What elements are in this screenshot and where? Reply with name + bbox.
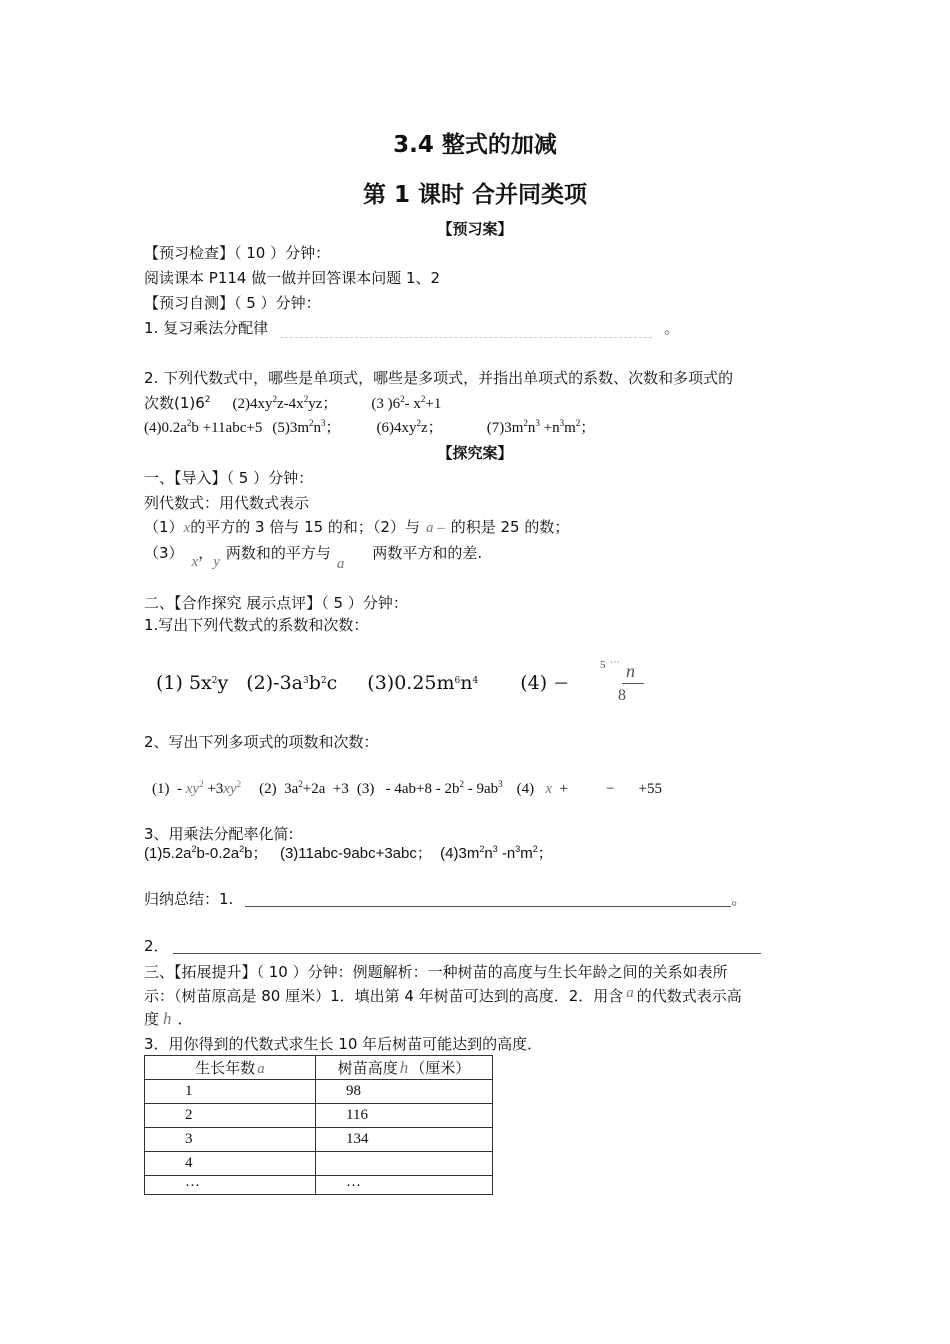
preview-q1-text: 1. 复习乘法分配律 [144, 319, 269, 337]
table-row [145, 1104, 493, 1128]
summary-1 [144, 888, 746, 910]
preview-q2-intro: 次数$(1)6^2$ [144, 394, 211, 412]
comma: ， [198, 544, 214, 562]
table-cell-height: 98 [316, 1080, 493, 1104]
table-cell-year: … [145, 1176, 316, 1195]
ext-line-3 [144, 1008, 193, 1030]
coop-q1-fraction: 5 ⋯ n 8 [600, 659, 648, 709]
preview-check-text: 阅读课本 P114 做一做并回答课本问题 1、2 [144, 269, 441, 287]
coop-q1-exprs: (1) $5x^2y$ $(2)-3a^3b^2c$ $(3)0.25m^6n^4$ (4) − [156, 672, 570, 694]
coop-line: 二、【合作探究 展示点评】（ 5 ）分钟： [144, 594, 408, 612]
table-row [145, 1128, 493, 1152]
explore-item3-label: （3） [144, 544, 184, 562]
summary-end: 。 [731, 890, 747, 908]
section-explore-label: 【探究案】 [437, 444, 513, 462]
coop-q1-expr-4: (4) [520, 672, 554, 694]
preview-q2-line1: 2. 下列代数式中，哪些是单项式，哪些是多项式，并指出单项式的系数、次数和多项式的 [144, 369, 734, 387]
summary-2-label: 2． [144, 937, 169, 955]
explore-intro-line: 一、【导入】（ 5 ）分钟： [144, 469, 314, 487]
preview-q1-end: 。 [664, 319, 680, 337]
explore-item1-text: 的平方的 3 倍与 15 的和；（2）与 [190, 518, 420, 536]
var-a-ext: a [626, 985, 634, 1001]
coop-q2-exprs [152, 778, 662, 800]
page-subtitle: 第 1 课时 合并同类项 [362, 182, 588, 208]
preview-selftest-line: 【预习自测】（ 5 ）分钟： [144, 294, 321, 312]
var-a: a [336, 556, 345, 572]
explore-item1-tail: 的积是 25 的数； [450, 518, 570, 536]
preview-q1 [144, 317, 679, 339]
var-y: y [213, 554, 220, 570]
explore-item-3 [144, 542, 483, 572]
preview-q2-item-4: $(4)0.2a^2b +11abc+5$ [144, 418, 263, 436]
page-title: 3.4 整式的加减 [393, 132, 557, 158]
coop-q2-expr-3: $(3) - 4ab+8 - 2b^2 - 9ab^3$ [356, 779, 503, 797]
var-a-minus: a – [425, 520, 445, 536]
table-cell-height [316, 1152, 493, 1176]
table-cell-year: 1 [145, 1080, 316, 1104]
section-preview-label: 【预习案】 [437, 220, 513, 238]
coop-q1-expr-3: $(3)0.25m^6n^4$ [367, 672, 479, 694]
table-cell-year: 2 [145, 1104, 316, 1128]
table-cell-year: 4 [145, 1152, 316, 1176]
preview-q2-line3 [144, 417, 595, 439]
coop-q3-items: $(1)5.2a^2b-0.2a^2b$； (3)11abc-9abc+3abc； $(4)3m^2n^3$ $-n^3m^2$； [144, 844, 553, 862]
explore-item1-label: （1） [144, 518, 184, 536]
ext-line-2 [144, 985, 742, 1008]
preview-q2-item-2: $(2)4xy^2z-4x^2yz$； [232, 394, 338, 412]
summary-2 [144, 935, 761, 957]
preview-q2-line2 [144, 392, 441, 415]
explore-item-1 [144, 516, 569, 539]
var-x-2: x [191, 554, 199, 570]
table-row [145, 1176, 493, 1195]
table-header-years: 生长年数 a [145, 1056, 316, 1080]
ext-line-1: 三、【拓展提升】（ 10 ）分钟：例题解析：一种树苗的高度与生长年龄之间的关系如表所 [144, 963, 728, 981]
preview-q2-item-3: (3 )$6^2-$ $x^2+1$ [371, 394, 442, 412]
summary-label: 归纳总结：1. [144, 890, 234, 908]
preview-q2-item-5: $(5)3m^2n^3$； [272, 418, 341, 436]
explore-intro-text: 列代数式：用代数式表示 [144, 494, 310, 512]
preview-q2-item-6: $(6)4xy^2z$； [376, 418, 443, 436]
table-cell-year: 3 [145, 1128, 316, 1152]
explore-item3-text: 两数和的平方与 [225, 544, 331, 562]
table-row [145, 1152, 493, 1176]
preview-check-line: 【预习检查】（ 10 ）分钟： [144, 244, 331, 262]
ext-line3-tail: ． [177, 1010, 193, 1028]
coop-q3: 3、用乘法分配率化简: [144, 825, 294, 843]
coop-q2-expr-2: (2) $3a^2+2a +3$ [259, 779, 349, 797]
ext-line2-text: 示：（树苗原高是 80 厘米）1．填出第 4 年树苗可达到的高度．2．用含 [144, 987, 624, 1005]
var-x: x [183, 520, 191, 536]
coop-q2-expr-1: $(1) - xy^2 +3xy^2$ [152, 779, 242, 797]
coop-q1-expr-1: (1) $5x^2y$ [156, 672, 229, 694]
table-header-height: 树苗高度 h （厘米） [316, 1056, 493, 1080]
table-row [145, 1080, 493, 1104]
explore-item3-tail: 两数平方和的差. [372, 544, 483, 562]
ext-line2-tail: 的代数式表示高 [636, 987, 742, 1005]
preview-q2-item-7: $(7)3m^2n^3 +n^3m^2$； [486, 418, 596, 436]
table-header-row [145, 1056, 493, 1080]
growth-table [144, 1055, 493, 1195]
coop-q1: 1.写出下列代数式的系数和次数： [144, 616, 369, 634]
table-cell-height: 116 [316, 1104, 493, 1128]
ext-q3: 3．用你得到的代数式求生长 10 年后树苗可能达到的高度． [144, 1035, 543, 1053]
coop-q1-expr-2: $(2)-3a^3b^2c$ [246, 672, 338, 694]
table-cell-height: … [316, 1176, 493, 1195]
coop-q2: 2、写出下列多项式的项数和次数： [144, 733, 379, 751]
coop-q2-expr-4: (4) x + − +55 [516, 781, 662, 797]
ext-line3-text: 度 [144, 1010, 160, 1028]
var-h: h [163, 1009, 172, 1028]
table-cell-height: 134 [316, 1128, 493, 1152]
